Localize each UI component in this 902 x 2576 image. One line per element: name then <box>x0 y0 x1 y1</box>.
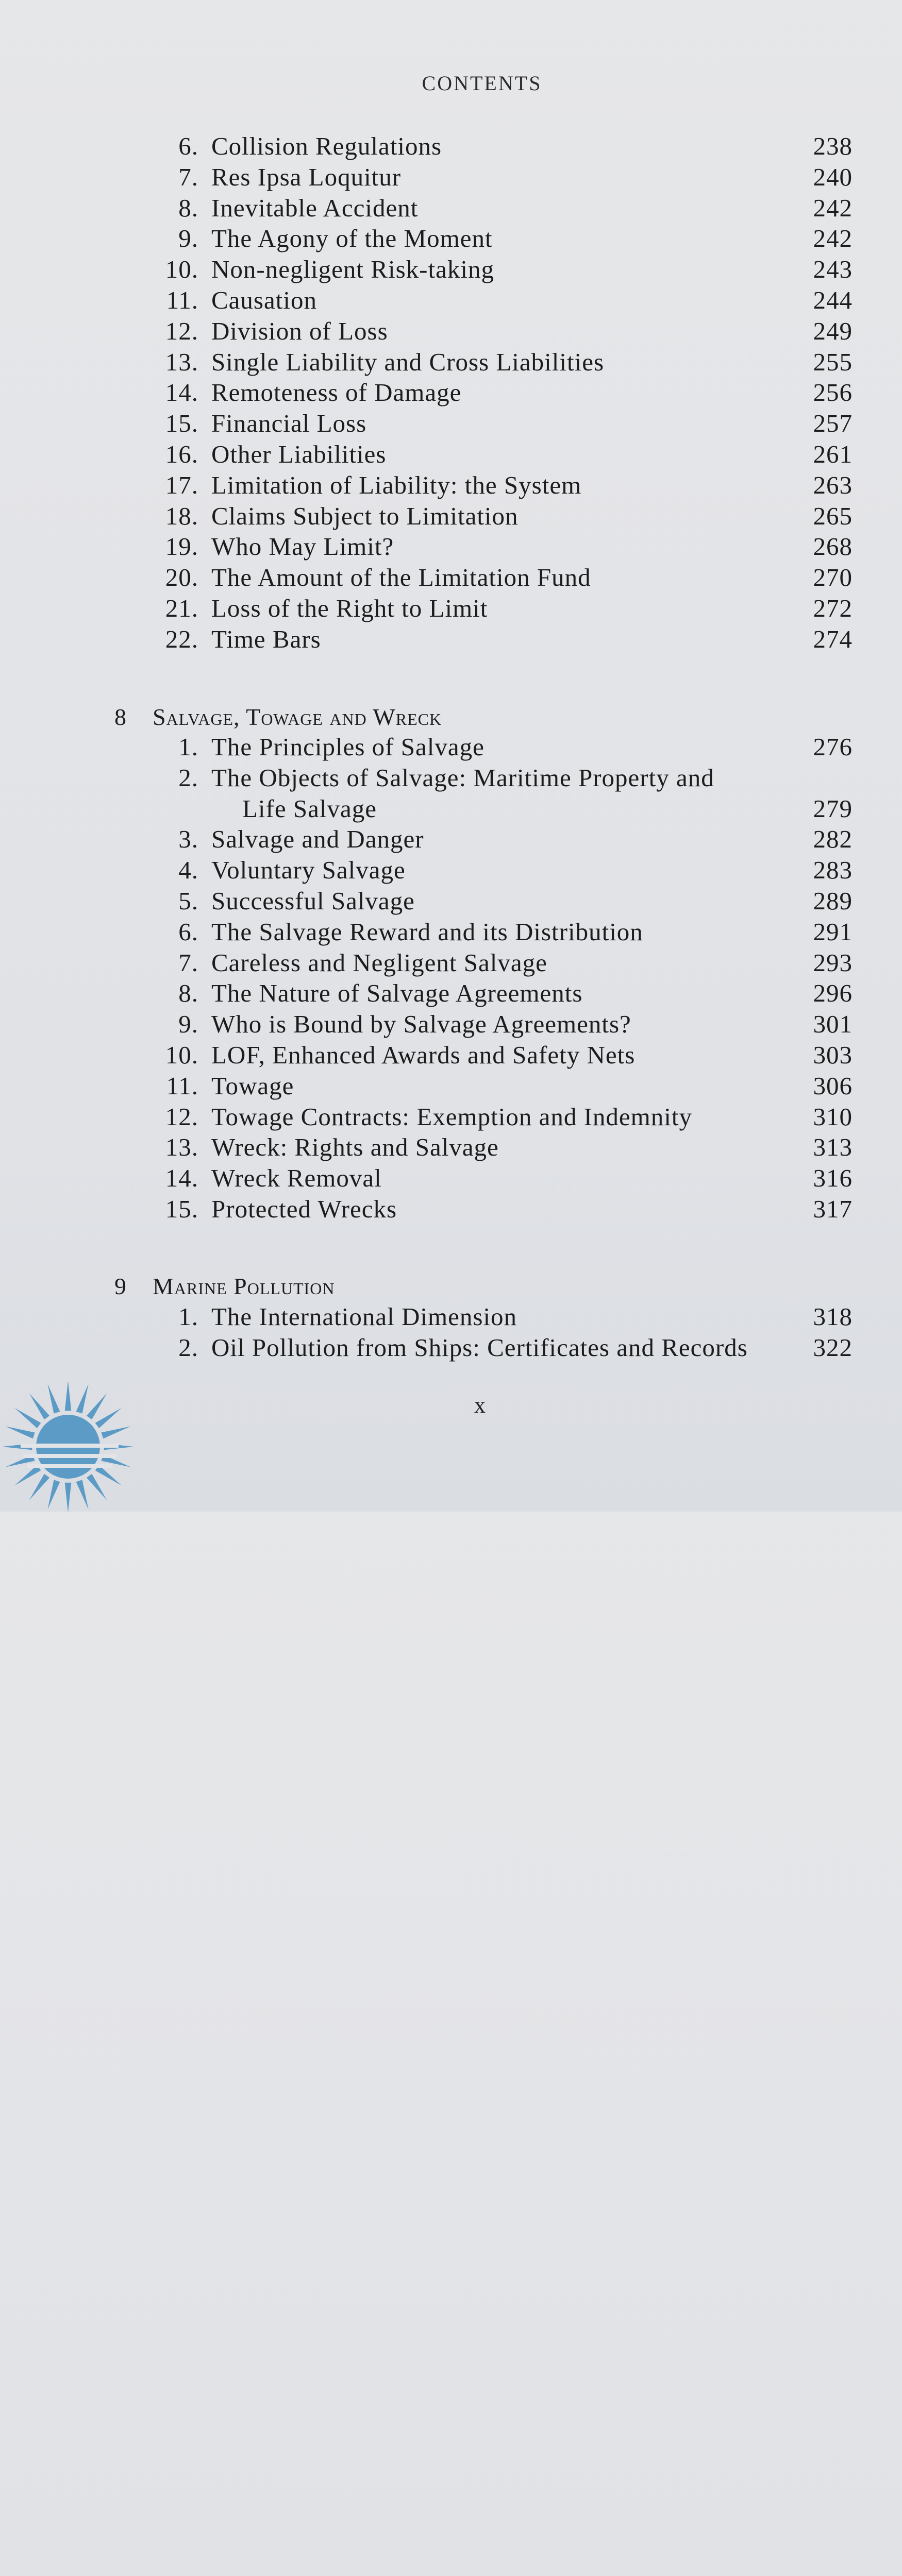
entry-page-number: 249 <box>813 317 853 345</box>
entry-page-number: 256 <box>813 378 853 406</box>
toc-entry <box>0 254 902 285</box>
entry-number: 22. <box>165 625 198 653</box>
entry-page-number: 265 <box>813 502 853 530</box>
chapter-title: Salvage, Towage and Wreck <box>153 704 442 730</box>
toc-entry <box>0 1101 902 1132</box>
toc-entry <box>0 377 902 408</box>
entry-number: 14. <box>165 378 198 406</box>
toc-entry <box>0 193 902 224</box>
entry-page-number: 279 <box>813 794 853 823</box>
entry-title: Single Liability and Cross Liabilities <box>211 348 605 376</box>
entry-title: Towage <box>211 1072 294 1100</box>
entry-number: 15. <box>165 409 198 437</box>
entry-title: Salvage and Danger <box>211 825 424 853</box>
entry-title: Loss of the Right to Limit <box>211 594 488 622</box>
entry-number: 2. <box>178 764 198 792</box>
entry-title: Voluntary Salvage <box>211 856 406 884</box>
chapter-number: 9 <box>114 1273 127 1299</box>
entry-number: 10. <box>165 255 198 283</box>
entry-number: 9. <box>178 224 198 252</box>
toc-entry <box>0 732 902 762</box>
entry-title: Limitation of Liability: the System <box>211 471 582 499</box>
toc-entry <box>0 593 902 624</box>
entry-number: 2. <box>178 1333 198 1362</box>
page-folio: x <box>474 1393 486 1418</box>
entry-title: The Nature of Salvage Agreements <box>211 979 583 1007</box>
entry-page-number: 255 <box>813 348 853 376</box>
toc-entry <box>0 1194 902 1225</box>
entry-number: 17. <box>165 471 198 499</box>
toc-entry <box>0 223 902 254</box>
sun-ray <box>5 1426 35 1438</box>
sun-ray <box>76 1480 89 1509</box>
toc-entry <box>0 624 902 655</box>
entry-title: Life Salvage <box>242 794 377 823</box>
entry-title: The Objects of Salvage: Maritime Property and <box>211 764 714 792</box>
entry-number: 14. <box>165 1164 198 1192</box>
toc-entry <box>0 1132 902 1163</box>
entry-number: 1. <box>178 733 198 761</box>
entry-number: 11. <box>166 286 198 314</box>
entry-title: The Agony of the Moment <box>211 224 493 252</box>
toc-entry <box>0 531 902 562</box>
entry-number: 13. <box>165 1133 198 1161</box>
toc-entry <box>0 947 902 978</box>
entry-title: Non-negligent Risk-taking <box>211 255 494 283</box>
entry-page-number: 244 <box>813 286 853 314</box>
entry-title: Inevitable Accident <box>211 194 419 222</box>
sun-ray <box>87 1393 107 1419</box>
entry-number: 20. <box>165 563 198 591</box>
toc-entry <box>0 855 902 886</box>
entry-number: 19. <box>165 532 198 561</box>
entry-number: 9. <box>178 1010 198 1038</box>
entry-page-number: 242 <box>813 224 853 252</box>
toc-entry <box>0 470 902 501</box>
watermark <box>0 1370 902 1512</box>
entry-title: Who May Limit? <box>211 532 394 561</box>
toc-entry <box>0 162 902 193</box>
entry-page-number: 293 <box>813 948 853 977</box>
entry-page-number: 282 <box>813 825 853 853</box>
sun-ray <box>65 1483 72 1512</box>
sun-ray <box>65 1381 72 1411</box>
toc-entry <box>0 1163 902 1194</box>
toc-entry <box>0 917 902 947</box>
entry-page-number: 276 <box>813 733 853 761</box>
entry-number: 12. <box>165 317 198 345</box>
entry-title: Towage Contracts: Exemption and Indemnity <box>211 1103 692 1131</box>
toc-entry <box>0 824 902 855</box>
sun-icon <box>0 1370 139 1512</box>
toc-entry <box>0 347 902 378</box>
toc-entry <box>0 316 902 347</box>
sun-ray <box>14 1465 41 1485</box>
toc-entry <box>0 285 902 316</box>
entry-page-number: 291 <box>813 918 853 946</box>
entry-title: Who is Bound by Salvage Agreements? <box>211 1010 631 1038</box>
entry-title: Res Ipsa Loquitur <box>211 163 402 191</box>
toc-entry <box>0 762 902 793</box>
entry-page-number: 270 <box>813 563 853 591</box>
toc-entry <box>0 978 902 1009</box>
entry-title: Wreck Removal <box>211 1164 382 1192</box>
entry-title: Financial Loss <box>211 409 367 437</box>
chapter-heading <box>0 702 902 733</box>
entry-page-number: 301 <box>813 1010 853 1038</box>
entry-page-number: 289 <box>813 887 853 915</box>
entry-page-number: 261 <box>813 440 853 468</box>
entry-title: Collision Regulations <box>211 132 442 160</box>
entry-title: The Amount of the Limitation Fund <box>211 563 591 591</box>
sun-ray <box>29 1474 49 1500</box>
entry-page-number: 322 <box>813 1333 853 1362</box>
entry-title: Oil Pollution from Ships: Certificates and Records <box>211 1333 748 1362</box>
sun-ray <box>29 1393 49 1419</box>
entry-number: 21. <box>165 594 198 622</box>
toc-entry <box>0 408 902 439</box>
entry-title: The International Dimension <box>211 1302 517 1331</box>
toc-entry <box>0 793 902 824</box>
toc-entry <box>0 131 902 162</box>
entry-title: The Principles of Salvage <box>211 733 485 761</box>
toc-entry <box>0 1040 902 1071</box>
entry-number: 6. <box>178 132 198 160</box>
entry-number: 3. <box>178 825 198 853</box>
sun-ray <box>47 1480 60 1509</box>
entry-number: 16. <box>165 440 198 468</box>
entry-page-number: 306 <box>813 1072 853 1100</box>
entry-page-number: 243 <box>813 255 853 283</box>
entry-title: Causation <box>211 286 317 314</box>
entry-number: 5. <box>178 887 198 915</box>
entry-page-number: 318 <box>813 1302 853 1331</box>
entry-page-number: 272 <box>813 594 853 622</box>
entry-page-number: 317 <box>813 1195 853 1223</box>
entry-page-number: 303 <box>813 1041 853 1069</box>
entry-page-number: 283 <box>813 856 853 884</box>
entry-number: 6. <box>178 918 198 946</box>
entry-title: The Salvage Reward and its Distribution <box>211 918 643 946</box>
sun-ray <box>95 1465 122 1485</box>
sun-ray <box>95 1408 122 1428</box>
toc-entry <box>0 886 902 917</box>
entry-page-number: 257 <box>813 409 853 437</box>
entry-page-number: 316 <box>813 1164 853 1192</box>
toc-entry <box>0 1071 902 1101</box>
sun-ray <box>47 1384 60 1413</box>
entry-page-number: 238 <box>813 132 853 160</box>
entry-number: 1. <box>178 1302 198 1331</box>
entry-title: LOF, Enhanced Awards and Safety Nets <box>211 1041 636 1069</box>
toc-entry <box>0 562 902 593</box>
sun-ray <box>14 1408 41 1428</box>
entry-page-number: 310 <box>813 1103 853 1131</box>
entry-page-number: 263 <box>813 471 853 499</box>
entry-title: Wreck: Rights and Salvage <box>211 1133 499 1161</box>
entry-title: Protected Wrecks <box>211 1195 397 1223</box>
entry-page-number: 313 <box>813 1133 853 1161</box>
entry-number: 7. <box>178 948 198 977</box>
entry-number: 13. <box>165 348 198 376</box>
sun-ray <box>101 1426 130 1438</box>
entry-title: Other Liabilities <box>211 440 387 468</box>
entry-page-number: 296 <box>813 979 853 1007</box>
toc-entry <box>0 1301 902 1332</box>
entry-title: Remoteness of Damage <box>211 378 462 406</box>
entry-number: 4. <box>178 856 198 884</box>
entry-number: 10. <box>165 1041 198 1069</box>
toc-entry <box>0 1332 902 1363</box>
entry-title: Careless and Negligent Salvage <box>211 948 547 977</box>
entry-title: Division of Loss <box>211 317 388 345</box>
entry-number: 11. <box>166 1072 198 1100</box>
toc-entry <box>0 439 902 470</box>
entry-title: Successful Salvage <box>211 887 415 915</box>
entry-number: 18. <box>165 502 198 530</box>
entry-number: 8. <box>178 194 198 222</box>
entry-page-number: 268 <box>813 532 853 561</box>
toc-entry <box>0 1009 902 1040</box>
entry-page-number: 242 <box>813 194 853 222</box>
entry-number: 7. <box>178 163 198 191</box>
toc-entry <box>0 501 902 532</box>
entry-number: 8. <box>178 979 198 1007</box>
entry-title: Claims Subject to Limitation <box>211 502 519 530</box>
entry-page-number: 274 <box>813 625 853 653</box>
entry-title: Time Bars <box>211 625 321 653</box>
sun-ray <box>87 1474 107 1500</box>
chapter-number: 8 <box>114 704 127 730</box>
sun-ray <box>76 1384 89 1413</box>
entry-number: 15. <box>165 1195 198 1223</box>
page-header: CONTENTS <box>422 72 542 95</box>
chapter-heading <box>0 1271 902 1302</box>
chapter-title: Marine Pollution <box>153 1273 335 1299</box>
entry-page-number: 240 <box>813 163 853 191</box>
entry-number: 12. <box>165 1103 198 1131</box>
